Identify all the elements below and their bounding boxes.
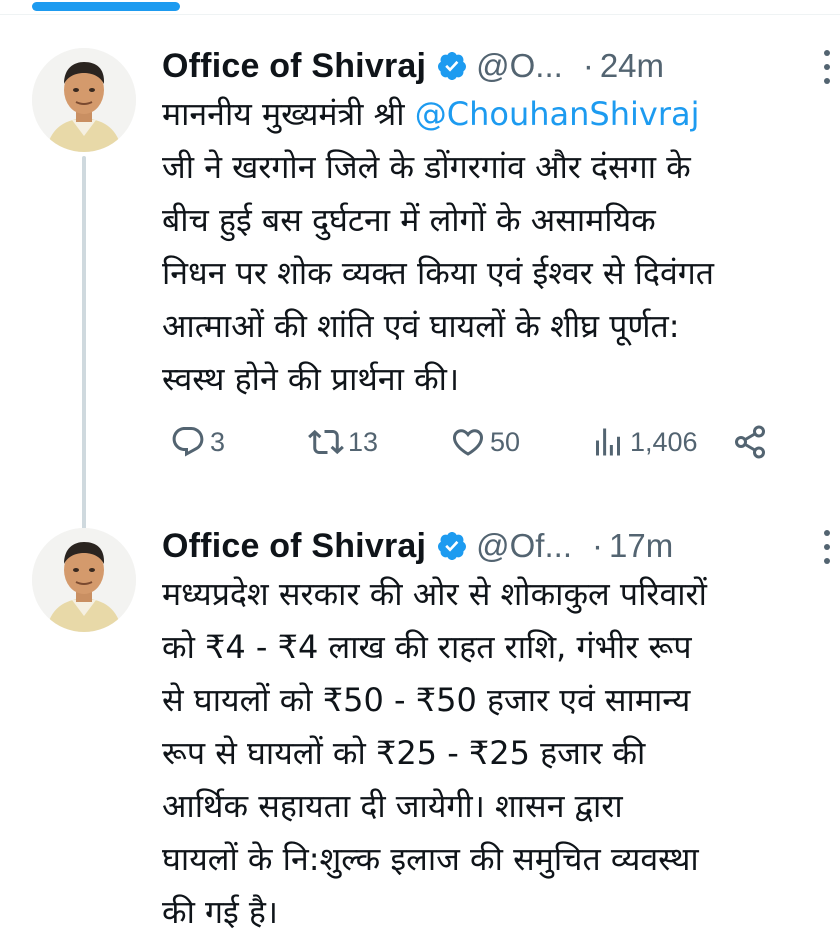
share-button[interactable] [732,420,768,464]
more-options-icon[interactable] [820,530,834,564]
like-icon [450,424,486,460]
tweet[interactable] [0,520,840,930]
views-icon [590,424,626,460]
like-button[interactable] [450,420,520,464]
author-handle[interactable]: @O... [476,47,563,84]
tweet-header [162,40,802,92]
thread-connector-line [82,156,86,564]
top-divider [0,14,840,15]
tweet-text-start: माननीय मुख्यमंत्री श्री [162,95,415,133]
tweet-text-rest: जी ने खरगोन जिले के डोंगरगांव और दंसगा के बीच हुई बस दुर्घटना में लोगों के असामयिक निधन पर शोक व्यक्त किया एवं ईश्वर से दिवंगत आत्माओं की शांति एवं घायलों के शीघ्र पूर्णत: स्वस्थ होने की प्रार्थना की। [162,148,714,398]
verified-badge-icon [436,50,468,82]
retweet-icon [308,424,344,460]
separator-dot: · [591,527,603,564]
tweet-actions [162,420,802,464]
share-icon [732,424,768,460]
retweet-button[interactable] [308,420,378,464]
separator-dot: · [582,47,594,84]
author-handle[interactable]: @Of... [476,527,572,564]
tweet-timestamp[interactable]: 24m [599,47,665,84]
tweet-text: मध्यप्रदेश सरकार की ओर से शोकाकुल परिवारों को ₹4 - ₹4 लाख की राहत राशि, गंभीर रूप से घायलों को ₹50 - ₹50 हजार एवं सामान्य रूप से घायलों को ₹25 - ₹25 हजार की आर्थिक सहायता दी जायेगी। शासन द्वारा घायलों के नि:शुल्क इलाज की समुचित व्यवस्था की गई है। [162,575,707,930]
more-options-icon[interactable] [820,50,834,84]
author-name[interactable]: Office of Shivraj [162,526,427,565]
avatar[interactable] [32,48,136,152]
reply-icon [170,424,206,460]
reply-button[interactable] [170,420,225,464]
tweet-timestamp[interactable]: 17m [608,527,674,564]
views-count: 1,406 [630,426,698,457]
tweet[interactable] [0,40,840,500]
avatar[interactable] [32,528,136,632]
verified-badge-icon [436,530,468,562]
views-button[interactable] [590,420,698,464]
retweet-count: 13 [348,426,379,457]
tab-indicator [32,2,180,11]
like-count: 50 [490,426,521,457]
reply-count: 3 [210,426,226,457]
mention-link[interactable]: @ChouhanShivraj [414,95,700,133]
author-name[interactable]: Office of Shivraj [162,46,427,85]
tweet-text [162,88,822,406]
tweet-header [162,520,802,572]
